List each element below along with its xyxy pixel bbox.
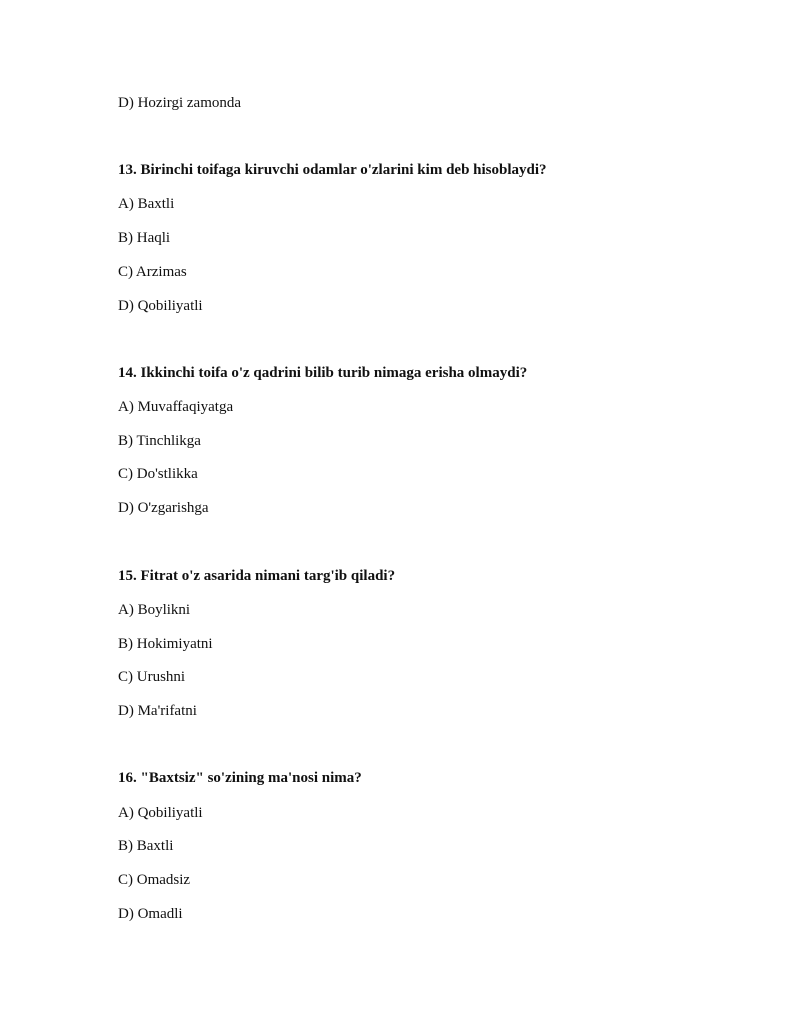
option-c-q15: C) Urushni <box>118 669 186 685</box>
option-c-q14: C) Do'stlikka <box>118 466 198 482</box>
option-a-q13: A) Baxtli <box>118 196 175 212</box>
option-d-q12: D) Hozirgi zamonda <box>118 95 242 111</box>
option-b-q14: B) Tinchlikga <box>118 433 201 449</box>
question-16: 16. "Baxtsiz" so'zining ma'nosi nima? <box>118 770 362 786</box>
option-c-q13: C) Arzimas <box>118 264 187 280</box>
option-a-q14: A) Muvaffaqiyatga <box>118 399 234 415</box>
option-d-q16: D) Omadli <box>118 906 183 922</box>
option-a-q15: A) Boylikni <box>118 602 191 618</box>
question-15: 15. Fitrat o'z asarida nimani targ'ib qiladi? <box>118 568 396 584</box>
option-b-q15: B) Hokimiyatni <box>118 636 213 652</box>
option-d-q13: D) Qobiliyatli <box>118 298 203 314</box>
option-c-q16: C) Omadsiz <box>118 872 191 888</box>
question-14: 14. Ikkinchi toifa o'z qadrini bilib turib nimaga erisha olmaydi? <box>118 365 528 381</box>
option-d-q14: D) O'zgarishga <box>118 500 209 516</box>
option-b-q13: B) Haqli <box>118 230 171 246</box>
option-d-q15: D) Ma'rifatni <box>118 703 197 719</box>
question-13: 13. Birinchi toifaga kiruvchi odamlar o'zlarini kim deb hisoblaydi? <box>118 162 547 178</box>
option-a-q16: A) Qobiliyatli <box>118 805 203 821</box>
option-b-q16: B) Baxtli <box>118 838 174 854</box>
